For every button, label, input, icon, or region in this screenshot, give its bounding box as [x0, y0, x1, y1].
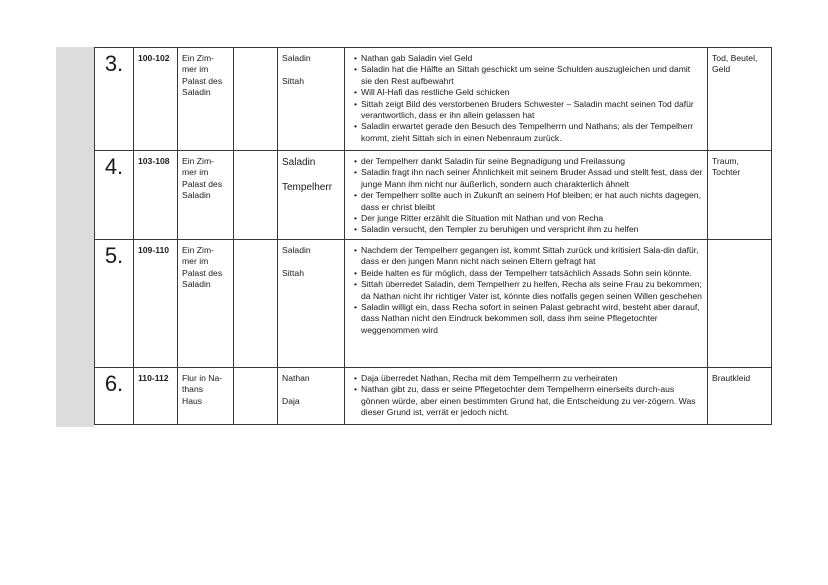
event-item: • Nathan gibt zu, dass er seine Pflegetochter dem Tempelherrn einerseits durch-aus gönnen würde, aber einen bestimmten Grund hat, die Entscheidung zu ver-zögern. Was dieser Grund ist, verrät er jedoch nicht.: [355, 384, 703, 418]
event-item: • Saladin willigt ein, dass Recha sofort in seinen Palast gebracht wird, besteht aber darauf, dass Nathan nicht den Eindruck bekommen soll, dass ihm seine Pflegetochter weggenommen wird: [355, 302, 703, 336]
events-cell: [345, 368, 708, 425]
event-list: [349, 156, 703, 236]
keywords-cell: [708, 240, 772, 368]
character-name: Saladin: [282, 53, 311, 63]
event-item: • Saladin fragt ihn nach seiner Ähnlichkeit mit seinem Bruder Assad und stellt fest, dass der junge Mann ihm nicht nur äußerlich, sondern auch charakterlich ähnelt: [355, 167, 703, 190]
event-item: • Saladin versucht, den Templer zu beruhigen und verspricht ihm zu helfen: [355, 224, 703, 235]
empty-cell: [234, 48, 278, 151]
scene-location: Flur in Na- thans Haus: [178, 368, 234, 425]
keywords-cell: Tod, Beutel, Geld: [708, 48, 772, 151]
page-range: 110-112: [134, 368, 178, 425]
events-cell: [345, 240, 708, 368]
empty-cell: [234, 240, 278, 368]
characters-cell: [278, 48, 345, 151]
characters-cell: [278, 368, 345, 425]
scene-number: 4.: [95, 151, 134, 240]
page-range: 103-108: [134, 151, 178, 240]
scene-number: 6.: [95, 368, 134, 425]
characters-cell: [278, 240, 345, 368]
event-item: • Beide halten es für möglich, dass der Tempelherr tatsächlich Assads Sohn sein könnte.: [355, 268, 703, 279]
character-name: Saladin: [282, 157, 316, 168]
event-list: [349, 373, 703, 419]
event-item: • Der junge Ritter erzählt die Situation mit Nathan und von Recha: [355, 213, 703, 224]
event-item: • Will Al-Hafi das restliche Geld schicken: [355, 87, 703, 98]
scene-location: Ein Zim- mer im Palast des Saladin: [178, 48, 234, 151]
scene-row: [95, 368, 772, 425]
event-item: • Daja überredet Nathan, Recha mit dem Tempelherrn zu verheiraten: [355, 373, 703, 384]
character-name: Daja: [282, 396, 300, 407]
characters-cell: [278, 151, 345, 240]
scene-location: Ein Zim- mer im Palast des Saladin: [178, 240, 234, 368]
events-cell: [345, 48, 708, 151]
keywords-cell: Brautkleid: [708, 368, 772, 425]
scene-number: 3.: [95, 48, 134, 151]
character-name: Tempelherr: [282, 182, 333, 193]
page-range: 100-102: [134, 48, 178, 151]
event-item: • Sittah zeigt Bild des verstorbenen Bruders Schwester – Saladin macht seinen Tod dafür verantwortlich, dass er ihn allein gelassen hat: [355, 99, 703, 122]
scene-number: 5.: [95, 240, 134, 368]
event-item: • Nachdem der Tempelherr gegangen ist, kommt Sittah zurück und kritisiert Sala-din dafür, dass er den jungen Mann nicht nach seinen Eltern gefragt hat: [355, 245, 703, 268]
events-cell: [345, 151, 708, 240]
scene-location: Ein Zim- mer im Palast des Saladin: [178, 151, 234, 240]
event-item: • Nathan gab Saladin viel Geld: [355, 53, 703, 64]
event-item: • der Tempelherr sollte auch in Zukunft an seinem Hof bleiben; er hat auch nichts dagegen, dass er christ bleibt: [355, 190, 703, 213]
empty-cell: [234, 151, 278, 240]
event-list: [349, 53, 703, 144]
scene-row: [95, 240, 772, 368]
event-item: • Sittah überredet Saladin, dem Tempelherr zu helfen, Recha als seine Frau zu bekommen; da Nathan nicht ihr richtiger Vater ist, könnte dies notfalls gegen seinen Willen geschehen: [355, 279, 703, 302]
event-list: [349, 245, 703, 336]
character-name: Sittah: [282, 268, 304, 279]
character-name: Sittah: [282, 76, 304, 87]
side-margin-band: [56, 47, 94, 427]
scene-table: [94, 47, 772, 425]
character-name: Saladin: [282, 245, 311, 255]
event-item: • Saladin erwartet gerade den Besuch des Tempelherrn und Nathans; als der Tempelherr kommt, zieht Sittah sich in einen Nebenraum zurück.: [355, 121, 703, 144]
scene-row: [95, 48, 772, 151]
event-item: • der Tempelherr dankt Saladin für seine Begnadigung und Freilassung: [355, 156, 703, 167]
character-name: Nathan: [282, 373, 310, 383]
empty-cell: [234, 368, 278, 425]
page-range: 109-110: [134, 240, 178, 368]
event-item: • Saladin hat die Hälfte an Sittah geschickt um seine Schulden auszugleichen und damit sie den Rest aufbewahrt: [355, 64, 703, 87]
keywords-cell: Traum, Tochter: [708, 151, 772, 240]
scene-row: [95, 151, 772, 240]
